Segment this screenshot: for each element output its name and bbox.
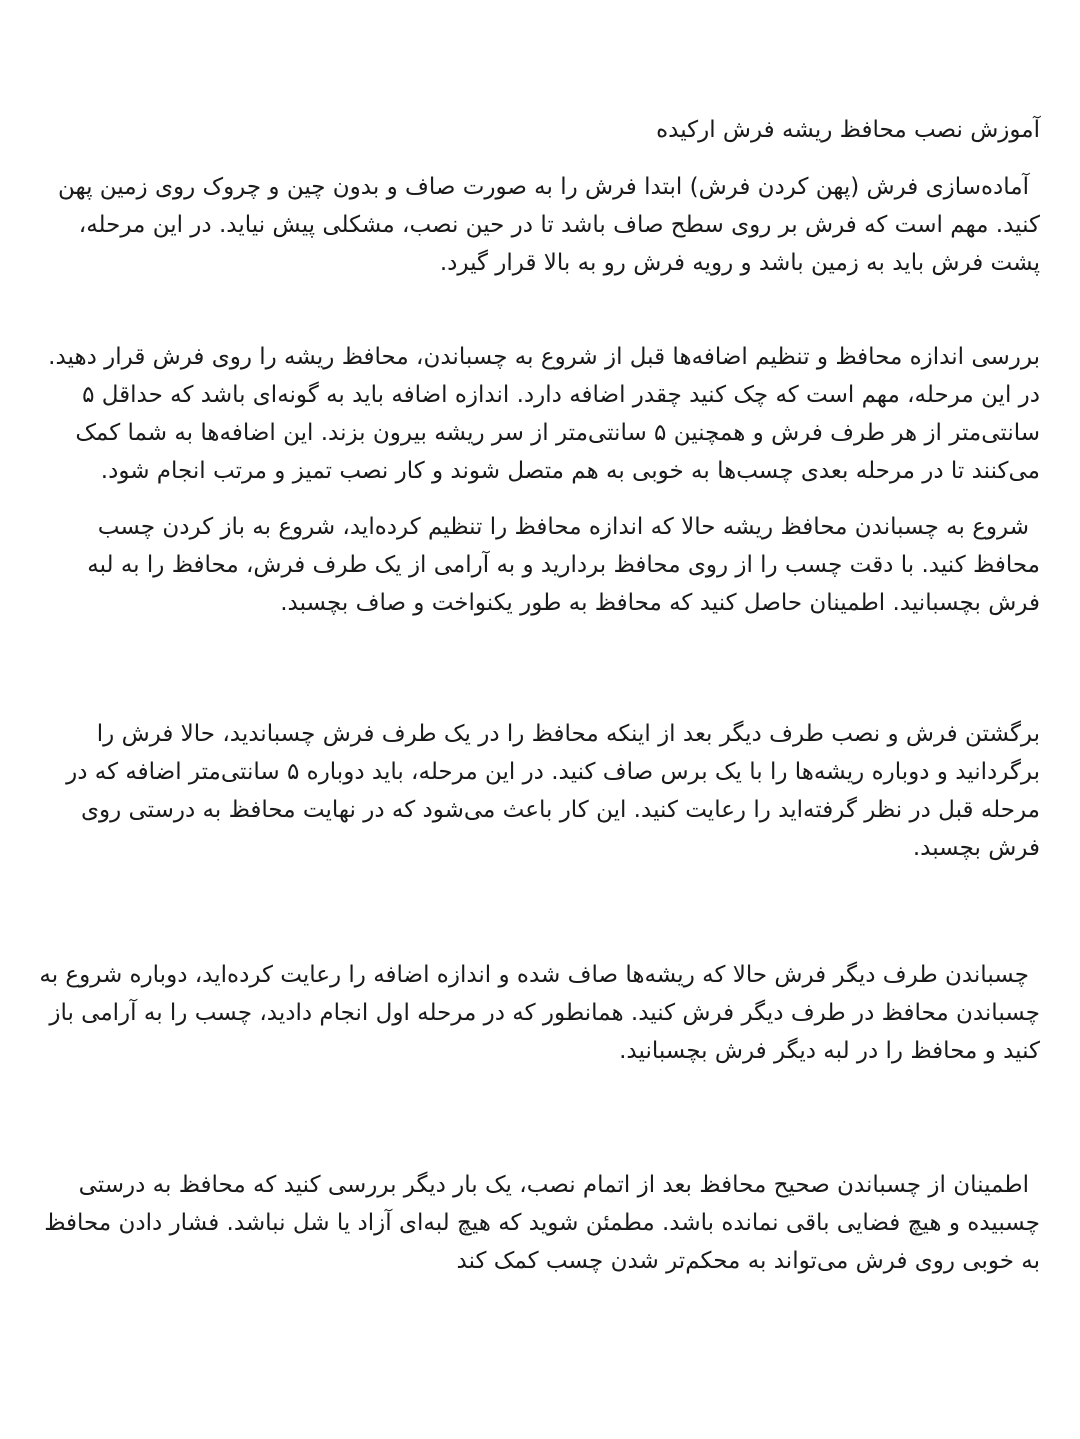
paragraph-flip-carpet: برگشتن فرش و نصب طرف دیگر بعد از اینکه محافظ را در یک طرف فرش چسباندید، حالا فرش را برگردانید و دوباره ریشه‌ها را با یک برس صاف کنید. در این مرحله، باید دوباره ۵ سانتی‌متر اضافه که در مرحله قبل در نظر گرفته‌اید را رعایت کنید. این کار باعث می‌شود که در نهایت محافظ به درستی روی فرش بچسبد. bbox=[66, 721, 1040, 861]
paragraph-carpet-preparation: آماده‌سازی فرش (پهن کردن فرش) ابتدا فرش را به صورت صاف و بدون چین و چروک روی زمین پهن کنید. مهم است که فرش بر روی سطح صاف باشد تا در حین نصب، مشکلی پیش نیاید. در این مرحله، پشت فرش باید به زمین باشد و رویه فرش رو به بالا قرار گیرد. bbox=[57, 174, 1040, 276]
paragraph-start-gluing: شروع به چسباندن محافظ ریشه حالا که اندازه محافظ را تنظیم کرده‌اید، شروع به باز کردن چسب محافظ کنید. با دقت چسب را از روی محافظ بردارید و به آرامی از یک طرف فرش، محافظ را به لبه فرش بچسبانید. اطمینان حاصل کنید که محافظ به طور یکنواخت و صاف بچسبد. bbox=[87, 514, 1040, 616]
document-title: آموزش نصب محافظ ریشه فرش ارکیده bbox=[656, 117, 1040, 143]
paragraph-glue-other-side: چسباندن طرف دیگر فرش حالا که ریشه‌ها صاف شده و اندازه اضافه را رعایت کرده‌اید، دوباره شروع به چسباندن محافظ در طرف دیگر فرش کنید. همانطور که در مرحله اول انجام دادید، چسب را به آرامی باز کنید و محافظ را در لبه دیگر فرش بچسبانید. bbox=[39, 962, 1040, 1064]
paragraph-final-check: اطمینان از چسباندن صحیح محافظ بعد از اتمام نصب، یک بار دیگر بررسی کنید که محافظ به درستی چسبیده و هیچ فضایی باقی نمانده باشد. مطمئن شوید که هیچ لبه‌ای آزاد یا شل نباشد. فشار دادن محافظ به خوبی روی فرش می‌تواند به محکم‌تر شدن چسب کمک کند bbox=[44, 1172, 1040, 1274]
paragraph-size-check: بررسی اندازه محافظ و تنظیم اضافه‌ها قبل از شروع به چسباندن، محافظ ریشه را روی فرش قرار دهید. در این مرحله، مهم است که چک کنید چقدر اضافه دارد. اندازه اضافه باید به گونه‌ای باشد که حداقل ۵ سانتی‌متر از هر طرف فرش و همچنین ۵ سانتی‌متر از سر ریشه بیرون بزند. این اضافه‌ها به شما کمک می‌کنند تا در مرحله بعدی چسب‌ها به خوبی به هم متصل شوند و کار نصب تمیز و مرتب انجام شود. bbox=[48, 344, 1040, 484]
page bbox=[0, 111, 1080, 1439]
document bbox=[0, 111, 1080, 1439]
